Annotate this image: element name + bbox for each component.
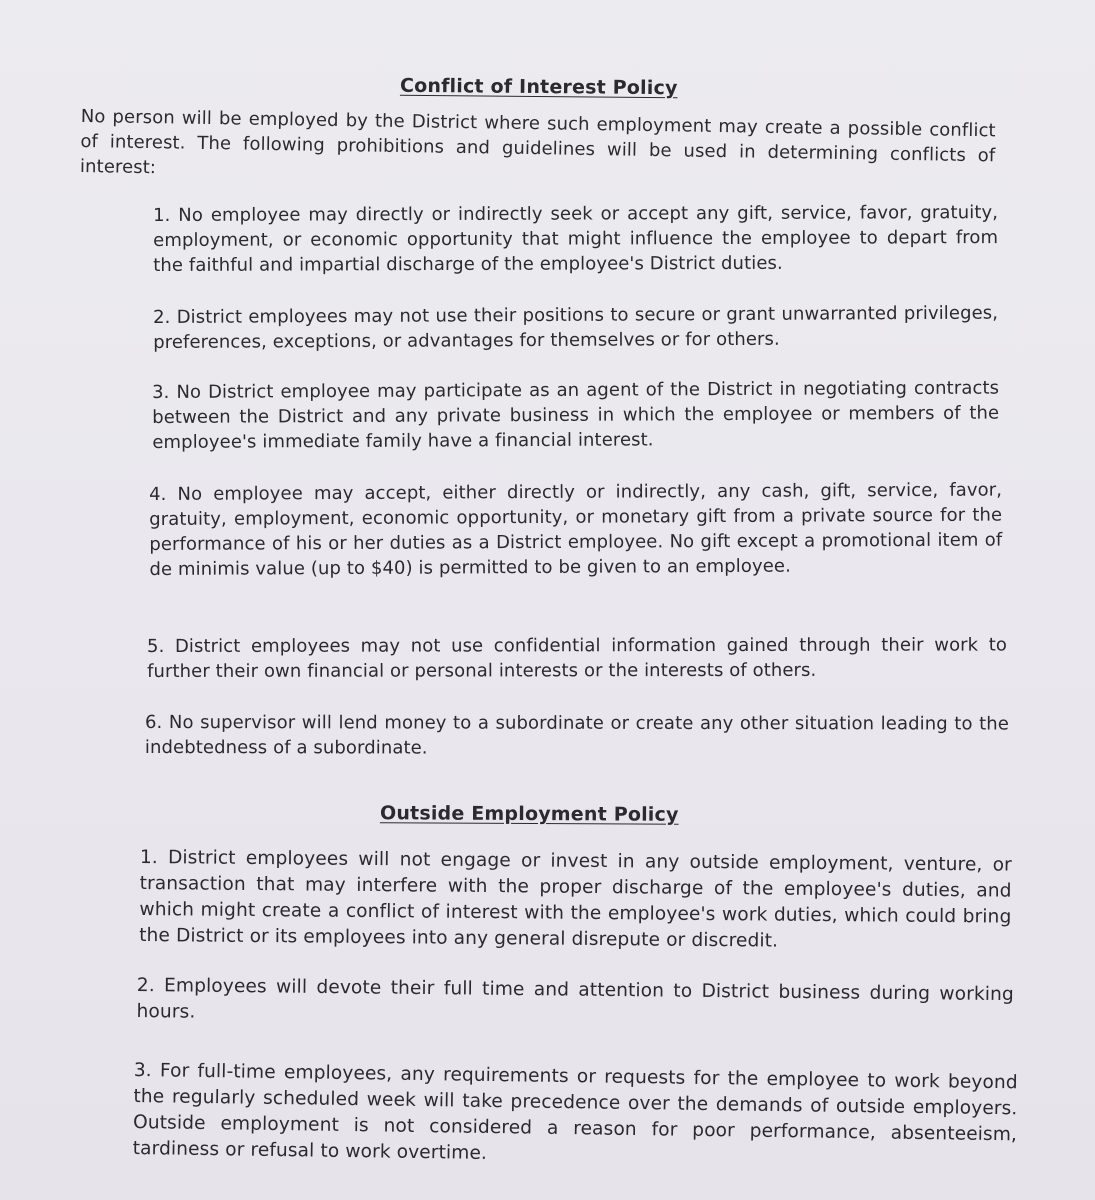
outside-item-1: 1. District employees will not engage or invest in any outside employment, venture, or transaction that may interfere with the proper discharge of the employee's duties, and which might create a conflict of interest with the employee's work duties, which could bring the District or its employees into any general disrepute or discredit. [139,846,1012,952]
outside-item-2: 2. Employees will devote their full time and attention to District business during working hours. [136,974,1014,1023]
conflict-item-3: 3. No District employee may participate as an agent of the District in negotiating contracts between the District and any private business in which the employee or members of the employee's immediate family have a financial interest. [152,377,1000,453]
conflict-of-interest-heading: Conflict of Interest Policy [399,74,678,100]
conflict-item-6: 6. No supervisor will lend money to a subordinate or create any other situation leading to the indebtedness of a subordinate. [144,712,1009,759]
conflict-item-2: 2. District employees may not use their positions to secure or grant unwarranted privileges, preferences, exceptions, or advantages for themselves or for others. [153,302,999,353]
conflict-item-5: 5. District employees may not use confidential information gained through their work to further their own financial or personal interests or the interests of others. [147,634,1008,682]
conflict-of-interest-intro: No person will be employed by the District where such employment may create a possible conflict of interest. The following prohibitions and guidelines will be used in determining conflicts of interest: [79,105,996,179]
outside-employment-heading: Outside Employment Policy [379,802,679,826]
outside-item-3: 3. For full-time employees, any requirements or requests for the employee to work beyond the regularly scheduled week will take precedence over the demands of outside employers. Outside employment is not considered a reason for poor performance, absenteeism, tardiness or refusal to work overtime. [132,1059,1018,1164]
conflict-item-4: 4. No employee may accept, either directly or indirectly, any cash, gift, service, favor, gratuity, employment, economic opportunity, or monetary gift from a private source for the performance of his or her duties as a District employee. No gift except a promotional item of de minimis value (up to $40) is permitted to be given to an employee. [149,479,1003,580]
conflict-item-1: 1. No employee may directly or indirectly seek or accept any gift, service, favor, gratuity, employment, or economic opportunity that might influence the employee to depart from the faithful and impartial discharge of the employee's District duties. [153,202,999,276]
